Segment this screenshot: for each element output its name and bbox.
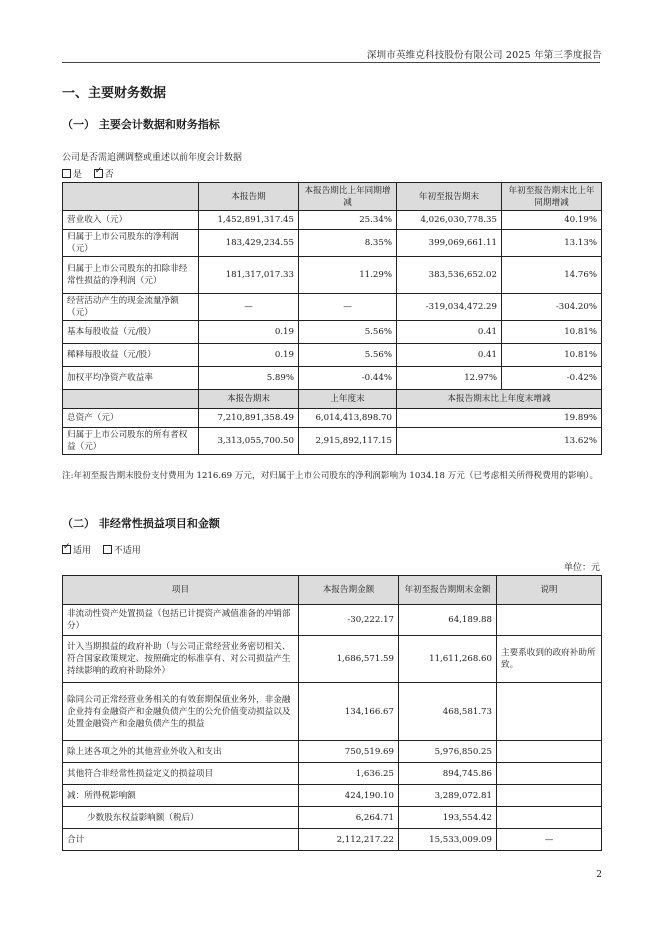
row-label: 合计 xyxy=(63,829,299,851)
cell: 4,026,030,778.35 xyxy=(397,211,502,230)
cell: 424,190.10 xyxy=(299,785,399,807)
cell: 181,317,017.33 xyxy=(199,257,299,294)
table-row xyxy=(63,409,602,428)
header-cell xyxy=(63,390,199,409)
cell: 193,554.42 xyxy=(399,807,497,829)
cell: 894,745.86 xyxy=(399,763,497,785)
header-cell: 年初至报告期末比上年同期增减 xyxy=(502,183,602,211)
cell xyxy=(497,683,602,741)
cell xyxy=(497,741,602,763)
header-cell: 年初至报告期末 xyxy=(397,183,502,211)
cell: — xyxy=(497,829,602,851)
cell: 0.41 xyxy=(397,344,502,367)
table-row xyxy=(63,428,602,455)
checkbox-no[interactable] xyxy=(94,169,103,178)
header-cell: 年初至报告期期末金额 xyxy=(399,576,497,605)
row-label: 归属于上市公司股东的所有者权益（元） xyxy=(63,428,199,455)
table-total-row xyxy=(63,829,602,851)
restatement-question: 公司是否需追溯调整或重述以前年度会计数据 xyxy=(62,153,243,163)
cell: 1,452,891,317.45 xyxy=(199,211,299,230)
header-divider xyxy=(62,62,600,63)
cell: 主要系收到的政府补助所致。 xyxy=(497,636,602,683)
table-note: 注:年初至报告期末股份支付费用为 1216.69 万元，对归属于上市公司股东的净利润影响为 1034.18 万元（已考虑相关所得税费用的影响）。 xyxy=(62,471,599,481)
cell: 2,112,217.22 xyxy=(299,829,399,851)
cell: 1,686,571.59 xyxy=(299,636,399,683)
cell: 468,581.73 xyxy=(399,683,497,741)
header-cell: 本报告期金额 xyxy=(299,576,399,605)
header-cell: 本报告期比上年同期增减 xyxy=(299,183,397,211)
header-cell xyxy=(63,183,199,211)
cell: -30,222.17 xyxy=(299,605,399,636)
cell: — xyxy=(199,294,299,321)
cell: 3,313,055,700.50 xyxy=(199,428,299,455)
header-cell: 上年度末 xyxy=(299,390,397,409)
checkbox-yes[interactable] xyxy=(62,169,71,178)
header-cell: 项目 xyxy=(63,576,299,605)
cell: 183,429,234.55 xyxy=(199,230,299,257)
cell: 13.13% xyxy=(502,230,602,257)
non-recurring-items-table xyxy=(62,575,602,851)
option-yes-label: 是 xyxy=(73,170,83,180)
header-cell: 本报告期 xyxy=(199,183,299,211)
cell: 25.34% xyxy=(299,211,397,230)
cell: 10.81% xyxy=(502,344,602,367)
subsection-title-non-recurring: （二） 非经常性损益项目和金额 xyxy=(62,517,220,530)
cell: 7,210,891,358.49 xyxy=(199,409,299,428)
row-label: 除同公司正常经营业务相关的有效套期保值业务外，非金融企业持有金融资产和金融负债产生的公允价值变动损益以及处置金融资产和金融负债产生的损益 xyxy=(63,683,299,741)
cell: 5.89% xyxy=(199,367,299,390)
row-label: 稀释每股收益（元/股） xyxy=(63,344,199,367)
table-row xyxy=(63,321,602,344)
table-row xyxy=(63,294,602,321)
cell: 14.76% xyxy=(502,257,602,294)
cell: 15,533,009.09 xyxy=(399,829,497,851)
row-label: 非流动性资产处置损益（包括已计提资产减值准备的冲销部分） xyxy=(63,605,299,636)
unit-label: 单位：元 xyxy=(563,563,600,573)
restatement-options xyxy=(62,167,114,180)
cell: 3,289,072.81 xyxy=(399,785,497,807)
cell: 13.62% xyxy=(397,428,602,455)
option-not-applicable-label: 不适用 xyxy=(113,546,141,556)
header-cell: 本报告期末比上年度末增减 xyxy=(397,390,602,409)
row-label: 基本每股收益（元/股） xyxy=(63,321,199,344)
table-row xyxy=(63,211,602,230)
row-label: 其他符合非经常性损益定义的损益项目 xyxy=(63,763,299,785)
table-row xyxy=(63,230,602,257)
table-header-row xyxy=(63,576,602,605)
table-row xyxy=(63,763,602,785)
cell: 383,536,652.02 xyxy=(397,257,502,294)
table-row xyxy=(63,605,602,636)
cell xyxy=(497,605,602,636)
table-row xyxy=(63,344,602,367)
cell: -304.20% xyxy=(502,294,602,321)
cell: 2,915,892,117.15 xyxy=(299,428,397,455)
cell: 5,976,850.25 xyxy=(399,741,497,763)
table-row xyxy=(63,367,602,390)
row-label: 除上述各项之外的其他营业外收入和支出 xyxy=(63,741,299,763)
header-cell: 说明 xyxy=(497,576,602,605)
cell: 5.56% xyxy=(299,344,397,367)
applicability-options xyxy=(62,543,141,556)
table-row xyxy=(63,257,602,294)
key-financial-table xyxy=(62,182,602,455)
cell: 40.19% xyxy=(502,211,602,230)
cell: — xyxy=(299,294,397,321)
section-title-financial-data: 一、主要财务数据 xyxy=(62,86,167,101)
table-row xyxy=(63,741,602,763)
checkbox-not-applicable[interactable] xyxy=(103,545,112,554)
table-row xyxy=(63,683,602,741)
option-applicable-label: 适用 xyxy=(73,546,92,556)
option-no-label: 否 xyxy=(104,170,114,180)
cell: 399,069,661.11 xyxy=(397,230,502,257)
cell: 6,264.71 xyxy=(299,807,399,829)
table-row xyxy=(63,807,602,829)
cell: 64,189.88 xyxy=(399,605,497,636)
cell: 6,014,413,898.70 xyxy=(299,409,397,428)
cell: 0.19 xyxy=(199,321,299,344)
row-label: 减：所得税影响额 xyxy=(63,785,299,807)
row-label: 计入当期损益的政府补助（与公司正常经营业务密切相关、符合国家政策规定、按照确定的标准享有、对公司损益产生持续影响的政府补助除外） xyxy=(63,636,299,683)
cell: -0.44% xyxy=(299,367,397,390)
cell: 10.81% xyxy=(502,321,602,344)
cell: 12.97% xyxy=(397,367,502,390)
cell: 0.41 xyxy=(397,321,502,344)
cell: 5.56% xyxy=(299,321,397,344)
row-label: 总资产（元） xyxy=(63,409,199,428)
cell: 19.89% xyxy=(397,409,602,428)
cell: 11.29% xyxy=(299,257,397,294)
table-row xyxy=(63,785,602,807)
cell: 0.19 xyxy=(199,344,299,367)
table-row xyxy=(63,636,602,683)
row-label: 加权平均净资产收益率 xyxy=(63,367,199,390)
row-label: 少数股东权益影响额（税后） xyxy=(63,807,299,829)
table-header-row xyxy=(63,183,602,211)
cell: -319,034,472.29 xyxy=(397,294,502,321)
table-header-row-2 xyxy=(63,390,602,409)
cell xyxy=(497,763,602,785)
cell: 750,519.69 xyxy=(299,741,399,763)
subsection-title-accounting-data: （一） 主要会计数据和财务指标 xyxy=(62,118,220,131)
checkbox-applicable[interactable] xyxy=(62,545,71,554)
cell: 1,636.25 xyxy=(299,763,399,785)
row-label: 归属于上市公司股东的净利润（元） xyxy=(63,230,199,257)
cell: 11,611,268.60 xyxy=(399,636,497,683)
row-label: 营业收入（元） xyxy=(63,211,199,230)
cell: 134,166.67 xyxy=(299,683,399,741)
report-header: 深圳市英维克科技股份有限公司 2025 年第三季度报告 xyxy=(366,50,602,61)
cell xyxy=(497,785,602,807)
cell: -0.42% xyxy=(502,367,602,390)
cell xyxy=(497,807,602,829)
row-label: 经营活动产生的现金流量净额（元） xyxy=(63,294,199,321)
row-label: 归属于上市公司股东的扣除非经常性损益的净利润（元） xyxy=(63,257,199,294)
header-cell: 本报告期末 xyxy=(199,390,299,409)
cell: 8.35% xyxy=(299,230,397,257)
page-number: 2 xyxy=(596,870,602,880)
